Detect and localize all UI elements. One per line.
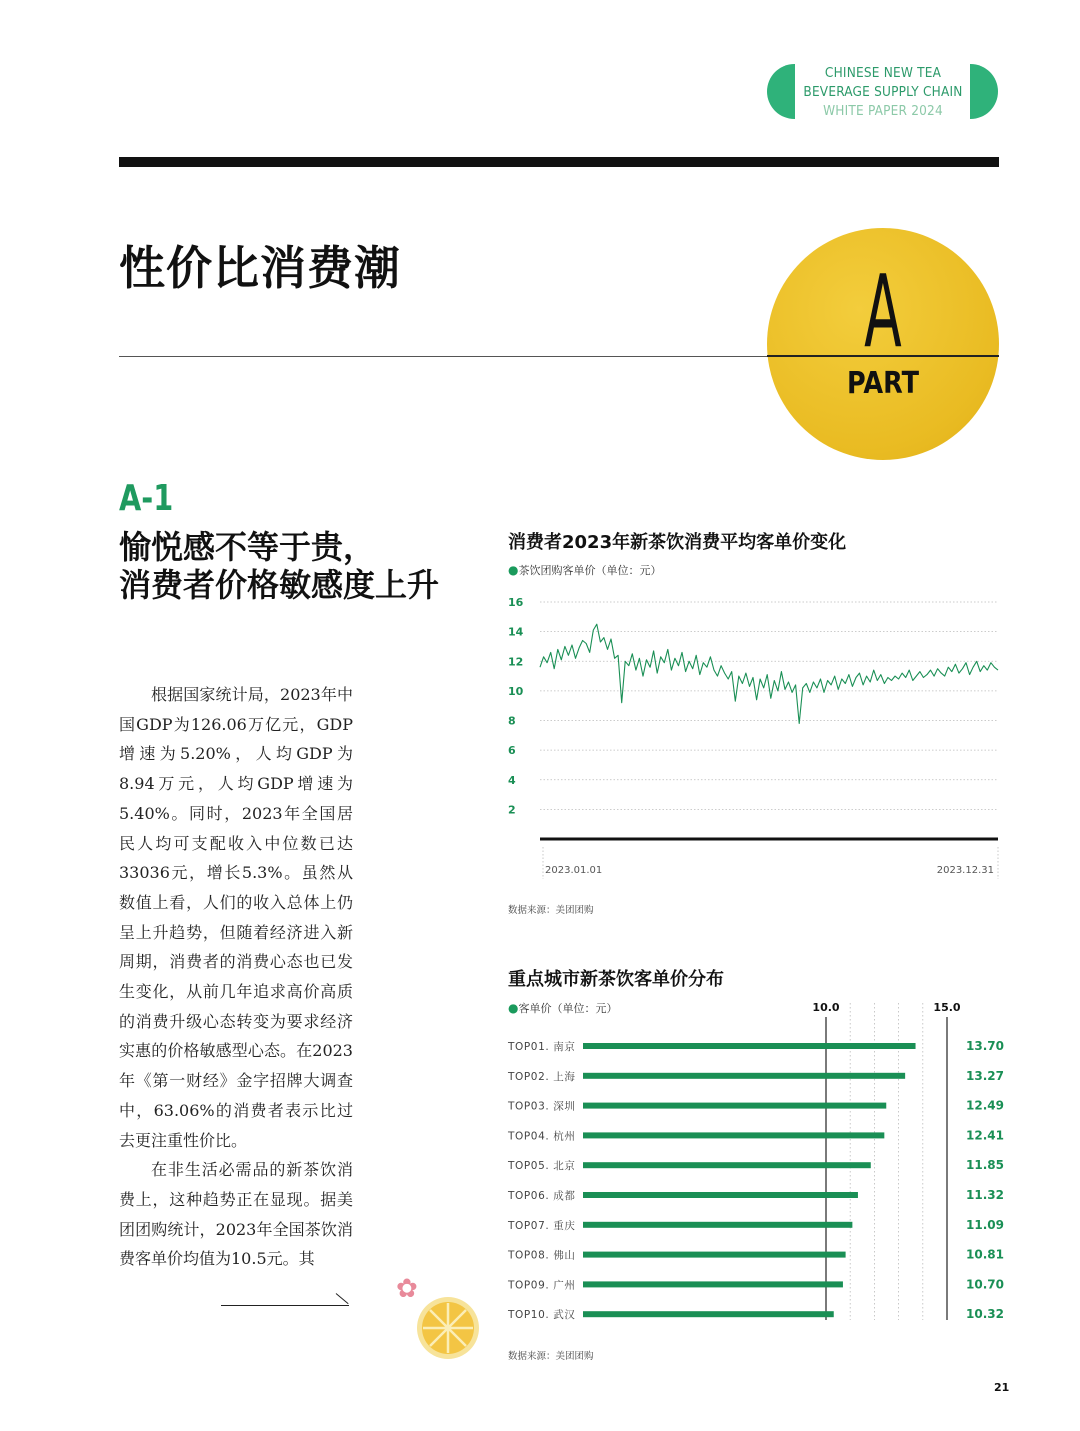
part-letter: A: [864, 253, 902, 370]
category-label: TOP05. 北京: [508, 1160, 576, 1173]
value-label: 11.09: [966, 1217, 1004, 1232]
value-label: 12.49: [966, 1098, 1004, 1113]
value-label: 10.70: [966, 1277, 1004, 1292]
category-label: TOP09. 广州: [508, 1279, 576, 1292]
category-label: TOP02. 上海: [508, 1070, 576, 1083]
bar: [583, 1162, 871, 1168]
paragraph-2: 在非生活必需品的新茶饮消费上，这种趋势正在显现。据美团团购统计，2023年全国茶饮消费客单价均值为10.5元。其: [119, 1160, 353, 1269]
y-tick-label: 2: [508, 803, 516, 817]
heading-line2: 消费者价格敏感度上升: [119, 566, 440, 604]
category-label: TOP08. 佛山: [508, 1249, 576, 1262]
line-chart: [500, 590, 1005, 885]
article-body: [119, 680, 353, 1274]
y-tick-label: 12: [508, 655, 524, 669]
article-heading: [119, 528, 439, 604]
badge-line2: BEVERAGE SUPPLY CHAIN: [803, 84, 963, 100]
badge-line1: CHINESE NEW TEA: [824, 65, 942, 81]
ref-tick-label: 10.0: [812, 1001, 840, 1014]
bar: [583, 1192, 858, 1198]
paragraph-1: 根据国家统计局，2023年中国GDP为126.06万亿元，GDP增速为5.20%，人均GDP为8.94万元，人均GDP增速为5.40%。同时，2023年全国居民人均可支配收入中位数已达33036元，增长5.3%。虽然从数值上看，人们的收入总体上仍呈上升趋势，但随着经济进入新周期，消费者的消费心态也已发生变化，从前几年追求高价高质的消费升级心态转变为要求经济实惠的价格敏感型心态。在2023年《第一财经》金字招牌大调查中，63.06%的消费者表示比过去更注重性价比。: [119, 685, 353, 1150]
bar: [583, 1103, 886, 1109]
continue-arrow: [221, 1305, 349, 1306]
bar: [583, 1311, 834, 1317]
y-tick-label: 14: [508, 625, 524, 639]
badge-left-cap: [767, 64, 795, 119]
part-word: PART: [847, 366, 919, 401]
value-label: 11.85: [966, 1158, 1004, 1173]
series-line: [540, 624, 998, 723]
page-number: 21: [994, 1381, 1010, 1394]
bar: [583, 1222, 852, 1228]
bar: [583, 1073, 905, 1079]
category-label: TOP07. 重庆: [508, 1219, 576, 1232]
chart1-legend: [508, 562, 661, 578]
value-label: 12.41: [966, 1128, 1004, 1143]
value-label: 10.32: [966, 1307, 1004, 1322]
x-start-label: 2023.01.01: [545, 865, 603, 876]
legend-dot-icon: ●: [508, 1001, 519, 1015]
value-label: 13.70: [966, 1039, 1004, 1053]
bar: [583, 1132, 884, 1138]
chart2-legend-label: 客单价（单位：元）: [518, 1002, 618, 1015]
section-title: 性价比消费潮: [119, 241, 401, 295]
category-label: TOP04. 杭州: [508, 1130, 576, 1143]
y-tick-label: 16: [508, 596, 524, 609]
category-label: TOP10. 武汉: [508, 1309, 576, 1322]
ref-tick-label: 15.0: [933, 1001, 961, 1014]
bar: [583, 1252, 846, 1258]
article-code: A-1: [119, 478, 174, 519]
badge-right-cap: [970, 64, 998, 119]
badge-line3: WHITE PAPER 2024: [823, 103, 943, 119]
heading-line1: 愉悦感不等于贵，: [119, 528, 376, 566]
category-label: TOP06. 成都: [508, 1190, 576, 1202]
bar: [583, 1281, 843, 1287]
top-divider: [119, 157, 999, 167]
value-label: 11.32: [966, 1188, 1004, 1202]
chart1-source: 数据来源：美团团购: [508, 905, 594, 916]
report-badge: [796, 64, 970, 121]
chart2-source: 数据来源：美团团购: [508, 1351, 594, 1362]
legend-dot-icon: ●: [508, 563, 519, 577]
continue-arrow-tip: [336, 1293, 349, 1304]
bar: [583, 1043, 916, 1049]
y-tick-label: 10: [508, 684, 524, 698]
bar-chart: [500, 995, 1010, 1325]
value-label: 10.81: [966, 1247, 1004, 1262]
category-label: TOP03. 深圳: [508, 1100, 576, 1113]
x-end-label: 2023.12.31: [936, 865, 994, 876]
y-tick-label: 8: [508, 714, 516, 728]
chart2-title: 重点城市新茶饮客单价分布: [508, 969, 724, 990]
lemon-slice-icon: [416, 1296, 480, 1360]
category-label: TOP01. 南京: [508, 1041, 576, 1053]
chart1-legend-label: 茶饮团购客单价（单位：元）: [518, 564, 662, 577]
y-tick-label: 4: [508, 773, 516, 787]
chart1-title: 消费者2023年新茶饮消费平均客单价变化: [508, 532, 847, 553]
flower-icon: ✿: [396, 1274, 418, 1304]
value-label: 13.27: [966, 1068, 1004, 1083]
y-tick-label: 6: [508, 744, 516, 758]
